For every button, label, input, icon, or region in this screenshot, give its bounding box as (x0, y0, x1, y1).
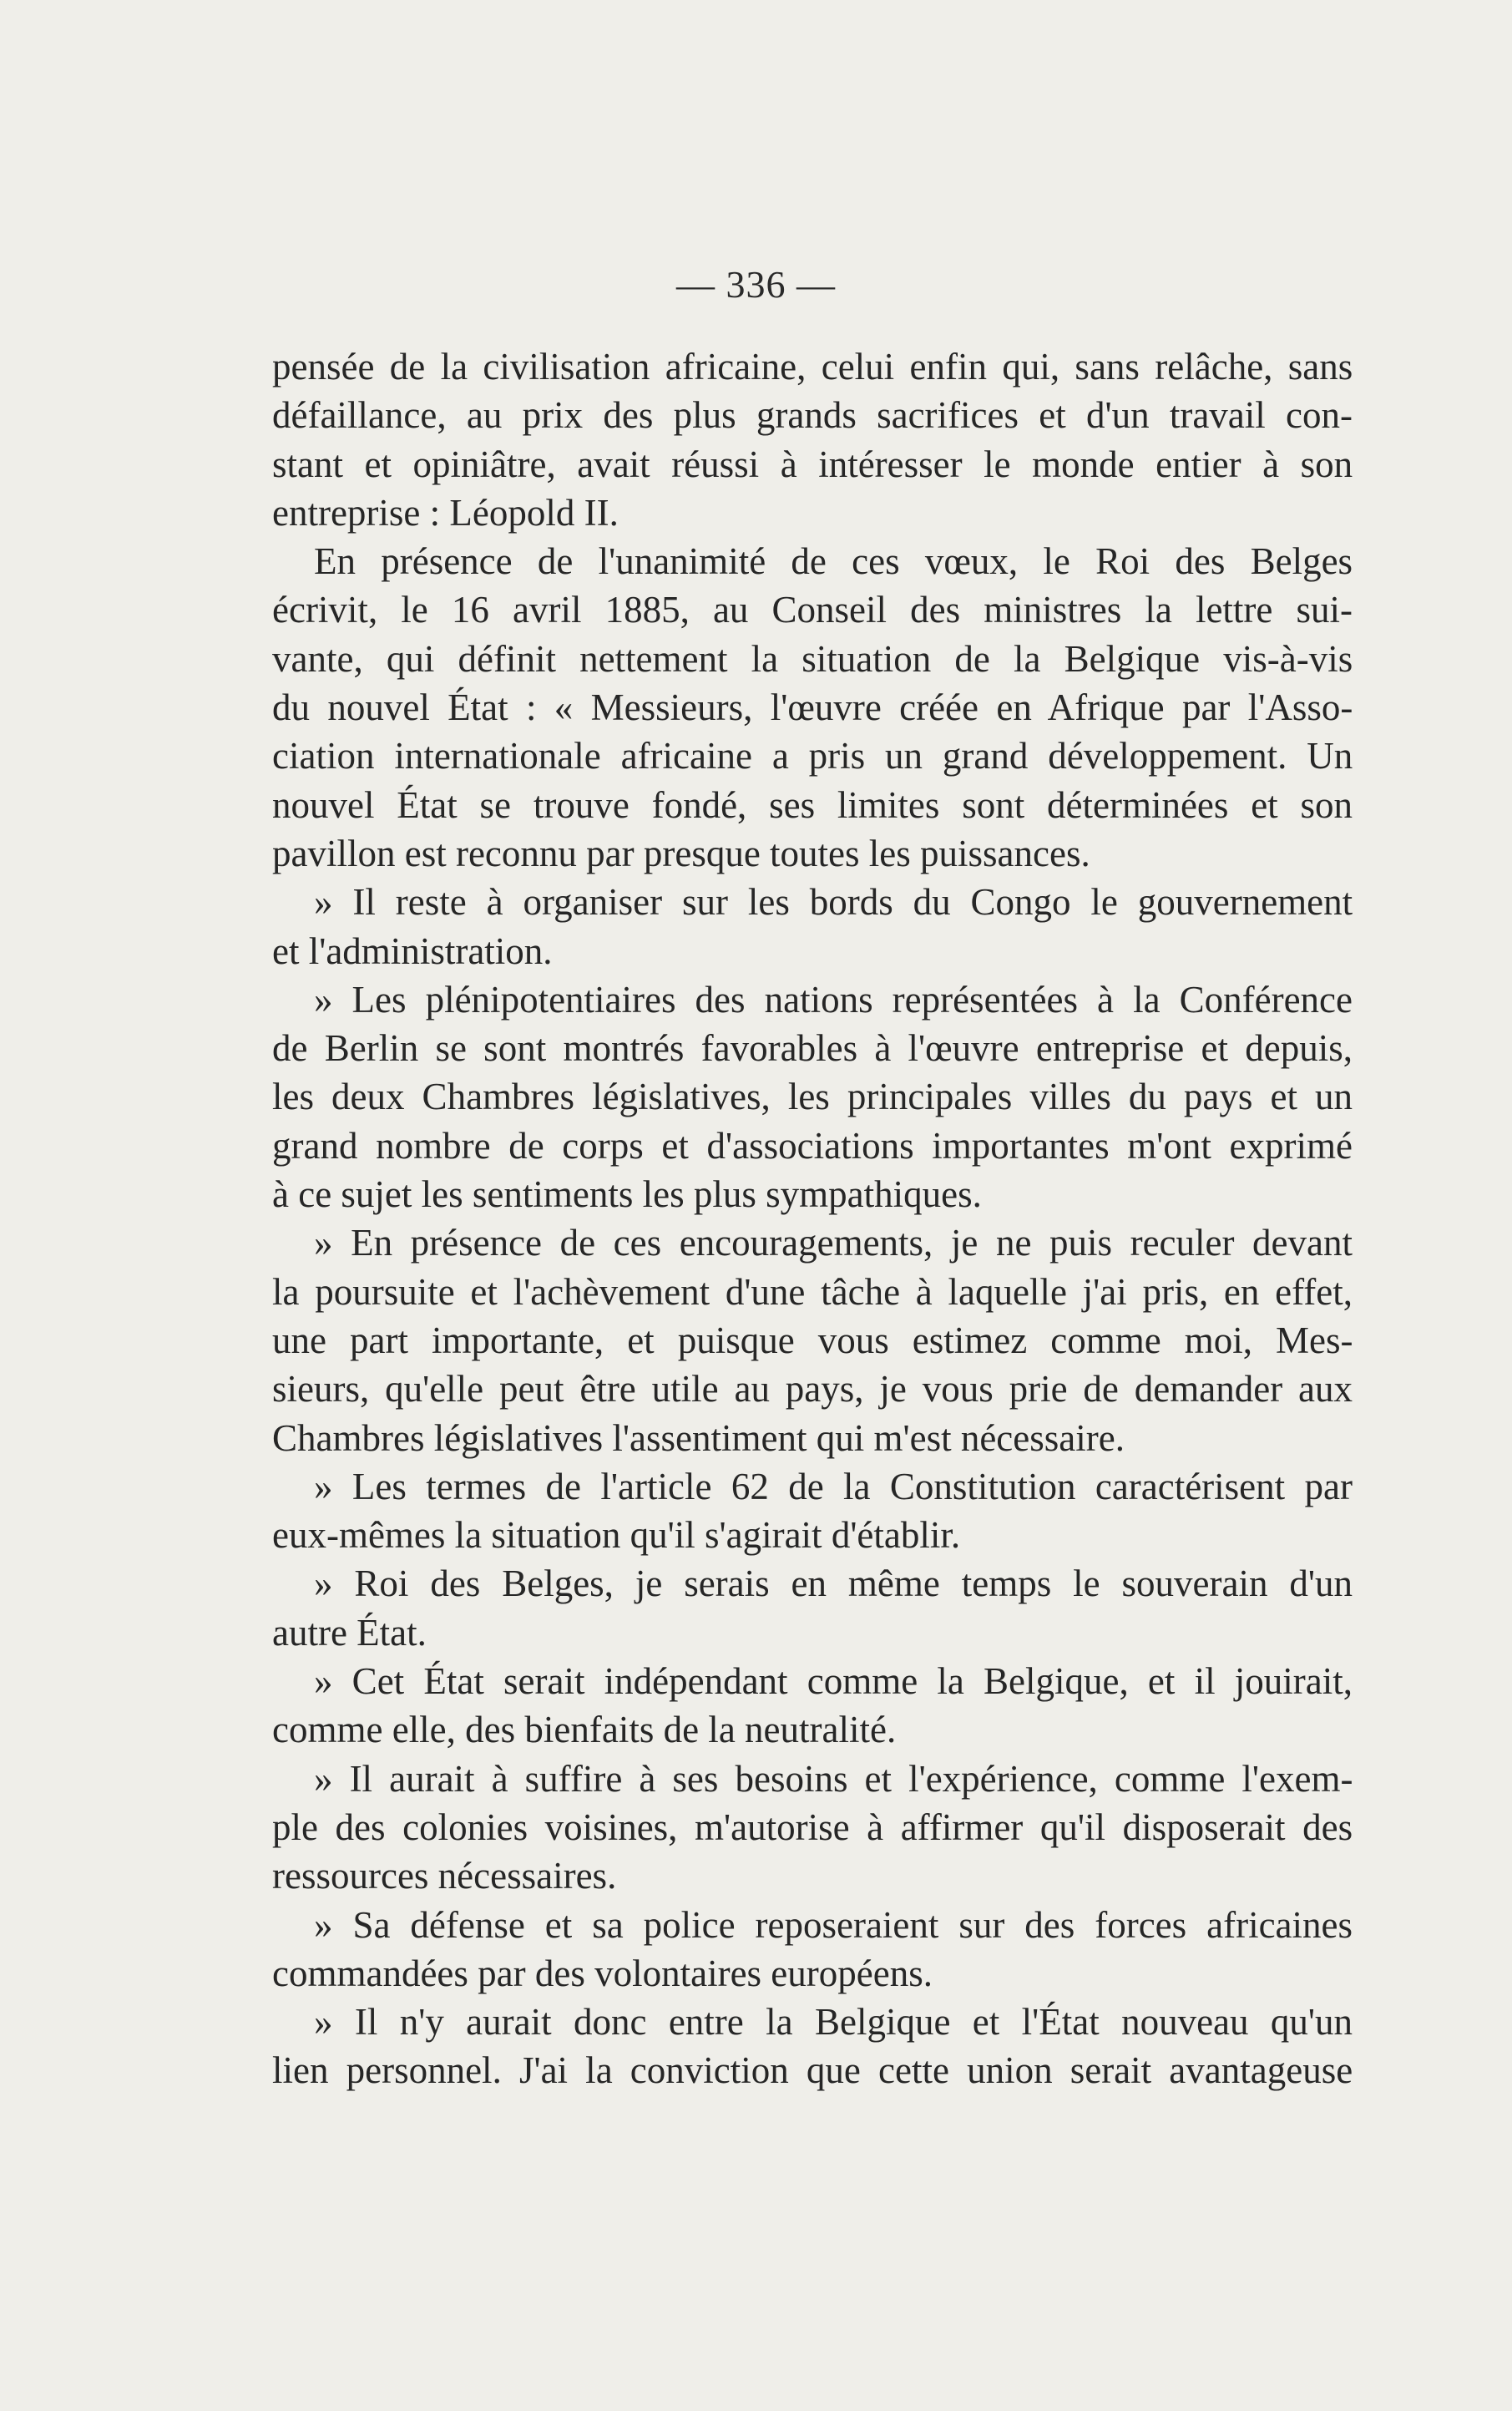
text-line: lien personnel. J'ai la conviction que cette union serait avantageuse (272, 2049, 1353, 2092)
page-number: — 336 — (676, 263, 836, 306)
text-line: » Roi des Belges, je serais en même temps le souverain d'un (314, 1563, 1353, 1605)
text-line: comme elle, des bienfaits de la neutralité. (272, 1709, 897, 1751)
text-line: eux-mêmes la situation qu'il s'agirait d'établir. (272, 1514, 961, 1557)
paragraph (272, 1559, 1353, 1657)
paragraph (272, 342, 1353, 537)
text-line: grand nombre de corps et d'associations importantes m'ont exprimé (272, 1124, 1353, 1167)
paragraph (272, 1218, 1353, 1461)
text-line: de Berlin se sont montrés favorables à l'œuvre entreprise et depuis, (272, 1027, 1353, 1070)
text-line: » Les plénipotentiaires des nations représentées à la Conférence (314, 978, 1353, 1021)
text-line: les deux Chambres législatives, les principales villes du pays et un (272, 1076, 1353, 1118)
text-line: entreprise : Léopold II. (272, 491, 619, 534)
text-line: En présence de l'unanimité de ces vœux, le Roi des Belges (314, 540, 1353, 583)
paragraph (272, 1998, 1353, 2095)
paragraph (272, 975, 1353, 1218)
text-line: pavillon est reconnu par presque toutes les puissances. (272, 832, 1090, 874)
text-line: ple des colonies voisines, m'autorise à affirmer qu'il disposerait des (272, 1806, 1353, 1848)
text-line: » Il n'y aurait donc entre la Belgique et l'État nouveau qu'un (314, 2001, 1353, 2044)
text-line: à ce sujet les sentiments les plus sympathiques. (272, 1173, 982, 1216)
text-line: » Sa défense et sa police reposeraient sur des forces africaines (314, 1903, 1353, 1946)
text-line: une part importante, et puisque vous estimez comme moi, Mes- (272, 1319, 1353, 1361)
paragraph (272, 1901, 1353, 1998)
text-line: sieurs, qu'elle peut être utile au pays, je vous prie de demander aux (272, 1368, 1353, 1411)
text-line: » Les termes de l'article 62 de la Constitution caractérisent par (314, 1465, 1353, 1507)
text-line: autre État. (272, 1611, 427, 1654)
text-line: » En présence de ces encouragements, je ne puis reculer devant (314, 1222, 1353, 1264)
paragraph (272, 537, 1353, 878)
text-line: pensée de la civilisation africaine, celui enfin qui, sans relâche, sans (272, 346, 1353, 387)
text-line: vante, qui définit nettement la situation de la Belgique vis-à-vis (272, 637, 1353, 680)
paragraph (272, 878, 1353, 975)
paragraph (272, 1755, 1353, 1901)
text-line: la poursuite et l'achèvement d'une tâche à laquelle j'ai pris, en effet, (272, 1270, 1353, 1313)
text-line: stant et opiniâtre, avait réussi à intéresser le monde entier à son (272, 443, 1353, 485)
text-line: » Il reste à organiser sur les bords du Congo le gouvernement (314, 881, 1353, 924)
text-line: nouvel État se trouve fondé, ses limites sont déterminées et son (272, 783, 1353, 826)
paragraph (272, 1462, 1353, 1560)
text-line: du nouvel État : « Messieurs, l'œuvre créée en Afrique par l'Asso- (272, 686, 1353, 729)
text-line: » Il aurait à suffire à ses besoins et l'expérience, comme l'exem- (314, 1757, 1353, 1800)
text-line: défaillance, au prix des plus grands sacrifices et d'un travail con- (272, 394, 1353, 437)
text-line: écrivit, le 16 avril 1885, au Conseil des ministres la lettre sui- (272, 589, 1353, 631)
text-line: ciation internationale africaine a pris un grand développement. Un (272, 735, 1353, 777)
paragraph (272, 1657, 1353, 1755)
text-line: commandées par des volontaires européens. (272, 1952, 933, 1994)
body-text (272, 342, 1353, 2095)
text-line: Chambres législatives l'assentiment qui m'est nécessaire. (272, 1416, 1125, 1459)
text-line: ressources nécessaires. (272, 1855, 617, 1897)
text-line: » Cet État serait indépendant comme la Belgique, et il jouirait, (314, 1660, 1353, 1703)
text-line: et l'administration. (272, 929, 553, 972)
